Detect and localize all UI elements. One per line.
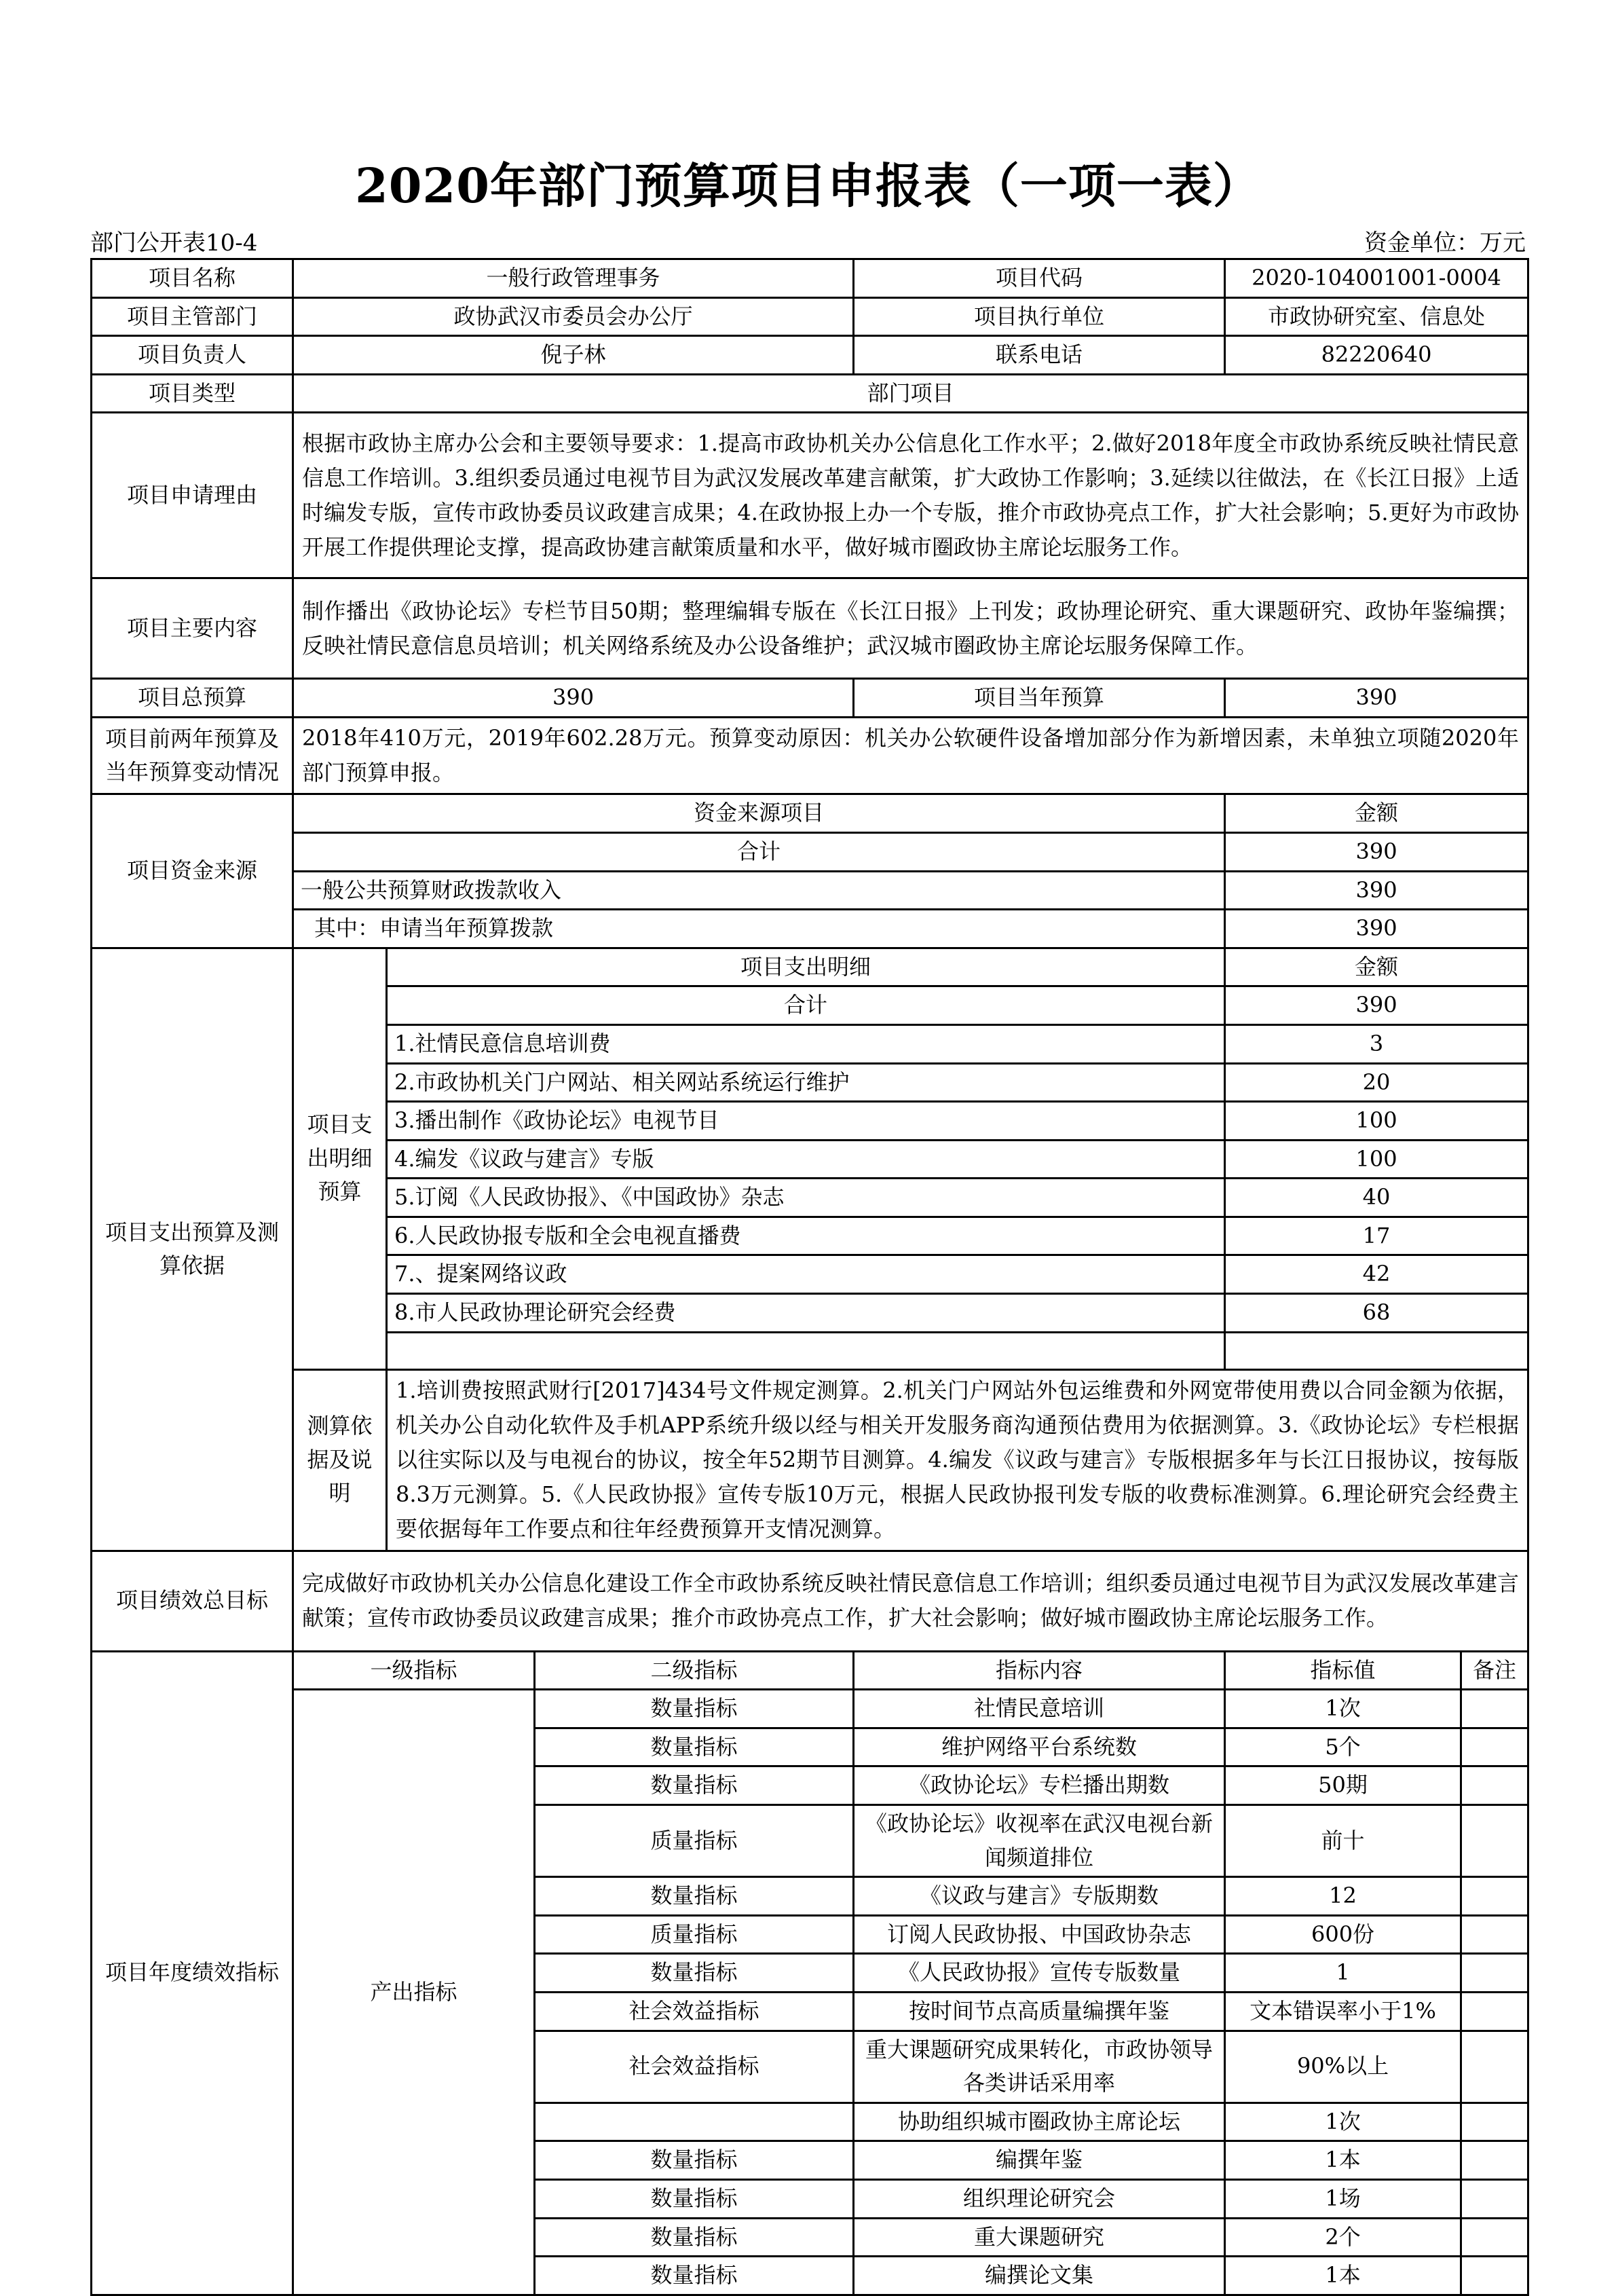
perf-value: 前十 [1225, 1804, 1461, 1876]
perf-value: 90%以上 [1225, 2031, 1461, 2103]
perf-level2: 数量指标 [535, 2218, 854, 2257]
exec-value: 市政协研究室、信息处 [1225, 297, 1528, 336]
expense-item: 3.播出制作《政协论坛》电视节目 [387, 1102, 1225, 1141]
expense-item: 7.、提案网络议政 [387, 1255, 1225, 1294]
exec-label: 项目执行单位 [854, 297, 1225, 336]
content-text: 制作播出《政协论坛》专栏节目50期；整理编辑专版在《长江日报》上刊发；政协理论研究、重大课题研究、政协年鉴编撰；反映社情民意信息员培训；机关网络系统及办公设备维护；武汉城市圈政协主席论坛服务保障工作。 [293, 578, 1528, 679]
funding-amount: 390 [1225, 871, 1528, 910]
perf-note [1461, 2141, 1528, 2180]
perf-content: 《政协论坛》收视率在武汉电视台新闻频道排位 [854, 1804, 1225, 1876]
perf-content: 协助组织城市圈政协主席论坛 [854, 2103, 1225, 2141]
perf-content: 维护网络平台系统数 [854, 1728, 1225, 1766]
row-funding-header [92, 794, 1528, 833]
expense-amount: 40 [1225, 1179, 1528, 1217]
funding-item: 其中：申请当年预算拨款 [293, 910, 1225, 948]
project-code-label: 项目代码 [854, 259, 1225, 298]
perf-value: 2个 [1225, 2218, 1461, 2257]
perf-level2: 数量指标 [535, 1766, 854, 1805]
perf-header-content: 指标内容 [854, 1651, 1225, 1690]
row-history [92, 717, 1528, 794]
total-budget-value: 390 [293, 679, 854, 718]
table-code: 部门公开表10-4 [90, 229, 258, 257]
perf-value: 1场 [1225, 2179, 1461, 2218]
perf-value: 1次 [1225, 1690, 1461, 1728]
perf-content: 《人民政协报》宣传专版数量 [854, 1954, 1225, 1993]
perf-header-level2: 二级指标 [535, 1651, 854, 1690]
content-label: 项目主要内容 [92, 578, 293, 679]
perf-level2: 数量指标 [535, 2141, 854, 2180]
page-title: 2020年部门预算项目申报表（一项一表） [355, 158, 1261, 214]
goal-label: 项目绩效总目标 [92, 1551, 293, 1651]
perf-note [1461, 1954, 1528, 1993]
row-budget [92, 679, 1528, 718]
leader-value: 倪子林 [293, 336, 854, 375]
expense-amount: 20 [1225, 1063, 1528, 1102]
perf-note [1461, 2031, 1528, 2103]
perf-content: 组织理论研究会 [854, 2179, 1225, 2218]
expense-amount: 100 [1225, 1102, 1528, 1141]
perf-content: 按时间节点高质量编撰年鉴 [854, 1992, 1225, 2031]
perf-content: 重大课题研究 [854, 2218, 1225, 2257]
perf-content: 编撰年鉴 [854, 2141, 1225, 2180]
perf-value: 文本错误率小于1% [1225, 1992, 1461, 2031]
expense-label: 项目支出预算及测算依据 [92, 948, 293, 1551]
perf-value: 5个 [1225, 1728, 1461, 1766]
perf-level1: 产出指标 [293, 1690, 535, 2295]
expense-item: 5.订阅《人民政协报》、《中国政协》杂志 [387, 1179, 1225, 1217]
perf-level2: 数量指标 [535, 1954, 854, 1993]
expense-amount: 100 [1225, 1140, 1528, 1179]
budget-table [90, 258, 1529, 2296]
perf-header-value: 指标值 [1225, 1651, 1461, 1690]
perf-level2: 数量指标 [535, 1728, 854, 1766]
history-label: 项目前两年预算及当年预算变动情况 [92, 717, 293, 794]
funding-col-item: 资金来源项目 [293, 794, 1225, 833]
funding-amount: 390 [1225, 832, 1528, 871]
expense-amount [1225, 1332, 1528, 1369]
row-dept [92, 297, 1528, 336]
perf-value: 1本 [1225, 2257, 1461, 2295]
expense-basis-text: 1.培训费按照武财行[2017]434号文件规定测算。2.机关门户网站外包运维费和外网宽带使用费以合同金额为依据，机关办公自动化软件及手机APP系统升级以经与相关开发服务商沟通预估费用为依据测算。3.《政协论坛》专栏根据以往实际以及与电视台的协议，按全年52期节目测算。4.编发《议政与建言》专版根据多年与长江日报协议，按每版8.3万元测算。5.《人民政协报》宣传专版10万元，根据人民政协报刊发专版的收费标准测算。6.理论研究会经费主要依据每年工作要点和往年经费预算开支情况测算。 [387, 1369, 1528, 1551]
expense-item: 1.社情民意信息培训费 [387, 1024, 1225, 1063]
funding-amount: 390 [1225, 910, 1528, 948]
perf-level2: 社会效益指标 [535, 1992, 854, 2031]
perf-level2: 质量指标 [535, 1915, 854, 1954]
funding-row [92, 910, 1528, 948]
expense-item: 4.编发《议政与建言》专版 [387, 1140, 1225, 1179]
expense-col-item: 项目支出明细 [387, 948, 1225, 986]
project-code-value: 2020-104001001-0004 [1225, 259, 1528, 298]
type-label: 项目类型 [92, 374, 293, 413]
expense-amount: 68 [1225, 1294, 1528, 1333]
perf-value: 1本 [1225, 2141, 1461, 2180]
row-expense-header [92, 948, 1528, 986]
expense-basis-label: 测算依据及说明 [293, 1369, 387, 1551]
perf-content: 订阅人民政协报、中国政协杂志 [854, 1915, 1225, 1954]
expense-amount: 17 [1225, 1217, 1528, 1255]
phone-value: 82220640 [1225, 336, 1528, 375]
funding-row [92, 871, 1528, 910]
perf-note [1461, 2257, 1528, 2295]
perf-level2 [535, 2103, 854, 2141]
row-reason [92, 413, 1528, 578]
row-type [92, 374, 1528, 413]
row-goal [92, 1551, 1528, 1651]
funding-label: 项目资金来源 [92, 794, 293, 948]
funding-col-amount: 金额 [1225, 794, 1528, 833]
project-name-label: 项目名称 [92, 259, 293, 298]
goal-text: 完成做好市政协机关办公信息化建设工作全市政协系统反映社情民意信息工作培训；组织委员通过电视节目为武汉发展改革建言献策；宣传市政协委员议政建言成果；推介市政协亮点工作，扩大社会影响；做好城市圈政协主席论坛服务工作。 [293, 1551, 1528, 1651]
funding-row [92, 832, 1528, 871]
perf-note [1461, 1915, 1528, 1954]
phone-label: 联系电话 [854, 336, 1225, 375]
perf-content: 社情民意培训 [854, 1690, 1225, 1728]
perf-note [1461, 1766, 1528, 1805]
perf-header-level1: 一级指标 [293, 1651, 535, 1690]
funding-item: 合计 [293, 832, 1225, 871]
expense-amount: 3 [1225, 1024, 1528, 1063]
funding-item: 一般公共预算财政拨款收入 [293, 871, 1225, 910]
perf-content: 《政协论坛》专栏播出期数 [854, 1766, 1225, 1805]
perf-level2: 质量指标 [535, 1804, 854, 1876]
type-value: 部门项目 [293, 374, 1528, 413]
reason-text: 根据市政协主席办公会和主要领导要求：1.提高市政协机关办公信息化工作水平；2.做好2018年度全市政协系统反映社情民意信息工作培训。3.组织委员通过电视节目为武汉发展改革建言献策，扩大政协工作影响；3.延续以往做法，在《长江日报》上适时编发专版，宣传市政协委员议政建言成果；4.在政协报上办一个专版，推介市政协亮点工作，扩大社会影响；5.更好为市政协开展工作提供理论支撑，提高政协建言献策质量和水平，做好城市圈政协主席论坛服务工作。 [293, 413, 1528, 578]
current-budget-value: 390 [1225, 679, 1528, 718]
perf-level2: 社会效益指标 [535, 2031, 854, 2103]
perf-level2: 数量指标 [535, 2179, 854, 2218]
project-name-value: 一般行政管理事务 [293, 259, 854, 298]
expense-detail-label: 项目支出明细预算 [293, 948, 387, 1369]
perf-note [1461, 1877, 1528, 1916]
expense-item: 2.市政协机关门户网站、相关网站系统运行维护 [387, 1063, 1225, 1102]
perf-value: 600份 [1225, 1915, 1461, 1954]
perf-note [1461, 2103, 1528, 2141]
history-text: 2018年410万元，2019年602.28万元。预算变动原因：机关办公软硬件设备增加部分作为新增因素，未单独立项随2020年部门预算申报。 [293, 717, 1528, 794]
perf-value: 12 [1225, 1877, 1461, 1916]
expense-col-amount: 金额 [1225, 948, 1528, 986]
perf-content: 编撰论文集 [854, 2257, 1225, 2295]
unit-label: 资金单位：万元 [1364, 229, 1526, 257]
perf-value: 1次 [1225, 2103, 1461, 2141]
leader-label: 项目负责人 [92, 336, 293, 375]
perf-note [1461, 2218, 1528, 2257]
perf-header-note: 备注 [1461, 1651, 1528, 1690]
total-budget-label: 项目总预算 [92, 679, 293, 718]
reason-label: 项目申请理由 [92, 413, 293, 578]
perf-content: 《议政与建言》专版期数 [854, 1877, 1225, 1916]
row-content [92, 578, 1528, 679]
row-project-name [92, 259, 1528, 298]
perf-note [1461, 1804, 1528, 1876]
perf-level2: 数量指标 [535, 2257, 854, 2295]
expense-item [387, 1332, 1225, 1369]
perf-content: 重大课题研究成果转化，市政协领导各类讲话采用率 [854, 2031, 1225, 2103]
perf-label: 项目年度绩效指标 [92, 1651, 293, 2295]
expense-item: 8.市人民政协理论研究会经费 [387, 1294, 1225, 1333]
perf-level2: 数量指标 [535, 1690, 854, 1728]
row-leader [92, 336, 1528, 375]
perf-level2: 数量指标 [535, 1877, 854, 1916]
perf-note [1461, 1728, 1528, 1766]
perf-note [1461, 1690, 1528, 1728]
dept-value: 政协武汉市委员会办公厅 [293, 297, 854, 336]
dept-label: 项目主管部门 [92, 297, 293, 336]
perf-row [92, 1690, 1528, 1728]
perf-note [1461, 2179, 1528, 2218]
perf-value: 1 [1225, 1954, 1461, 1993]
row-perf-header [92, 1651, 1528, 1690]
perf-value: 50期 [1225, 1766, 1461, 1805]
row-expense-basis [92, 1369, 1528, 1551]
perf-note [1461, 1992, 1528, 2031]
expense-total-label: 合计 [387, 986, 1225, 1025]
expense-amount: 42 [1225, 1255, 1528, 1294]
expense-total-value: 390 [1225, 986, 1528, 1025]
expense-item: 6.人民政协报专版和全会电视直播费 [387, 1217, 1225, 1255]
current-budget-label: 项目当年预算 [854, 679, 1225, 718]
